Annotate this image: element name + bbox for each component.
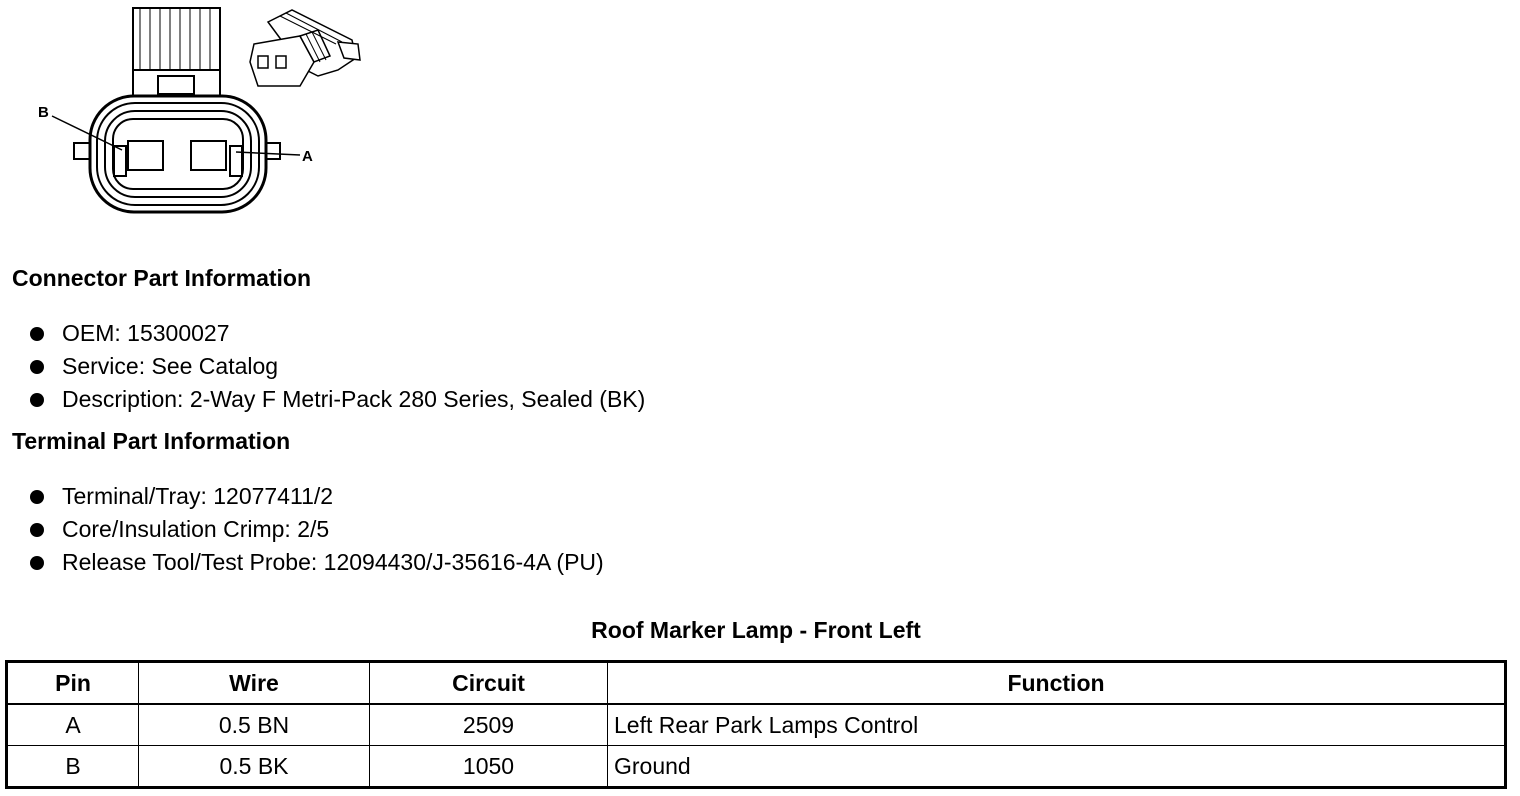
header-wire: Wire — [139, 662, 370, 705]
cavity-a — [191, 141, 226, 170]
list-item — [28, 317, 645, 350]
connector-service: Service: See Catalog — [62, 353, 279, 379]
bullet-icon — [30, 393, 44, 407]
table-row — [7, 704, 1506, 746]
table-header-row — [7, 662, 1506, 705]
cell-circuit: 1050 — [370, 746, 608, 788]
bullet-icon — [30, 523, 44, 537]
terminal-release-tool: Release Tool/Test Probe: 12094430/J-35616-4A (PU) — [62, 549, 604, 575]
bullet-icon — [30, 360, 44, 374]
cell-function: Left Rear Park Lamps Control — [608, 704, 1506, 746]
connector-iso-view — [250, 10, 360, 86]
connector-part-info-list — [28, 317, 645, 416]
cell-function: Ground — [608, 746, 1506, 788]
terminal-part-info-list — [28, 480, 604, 579]
connector-oem: OEM: 15300027 — [62, 320, 230, 346]
list-item — [28, 480, 604, 513]
header-pin: Pin — [7, 662, 139, 705]
terminal-part-info-heading: Terminal Part Information — [12, 428, 291, 454]
terminal-tray: Terminal/Tray: 12077411/2 — [62, 483, 334, 509]
connector-description: Description: 2-Way F Metri-Pack 280 Series, Sealed (BK) — [62, 386, 646, 412]
terminal-crimp: Core/Insulation Crimp: 2/5 — [62, 516, 330, 542]
header-circuit: Circuit — [370, 662, 608, 705]
pin-label-a: A — [302, 148, 313, 165]
bullet-icon — [30, 327, 44, 341]
bullet-icon — [30, 556, 44, 570]
connector-diagram — [0, 0, 380, 225]
table-title: Roof Marker Lamp - Front Left — [591, 617, 921, 643]
list-item — [28, 546, 604, 579]
list-item — [28, 513, 604, 546]
bullet-icon — [30, 490, 44, 504]
pin-table — [5, 660, 1507, 789]
cell-pin: A — [7, 704, 139, 746]
connector-latch — [133, 8, 220, 96]
cell-circuit: 2509 — [370, 704, 608, 746]
cell-pin: B — [7, 746, 139, 788]
list-item — [28, 383, 645, 416]
cavity-b — [128, 141, 163, 170]
table-row — [7, 746, 1506, 788]
list-item — [28, 350, 645, 383]
cell-wire: 0.5 BN — [139, 704, 370, 746]
pin-label-b: B — [38, 104, 49, 121]
cell-wire: 0.5 BK — [139, 746, 370, 788]
header-function: Function — [608, 662, 1506, 705]
connector-part-info-heading: Connector Part Information — [12, 265, 312, 291]
connector-housing — [90, 96, 266, 212]
